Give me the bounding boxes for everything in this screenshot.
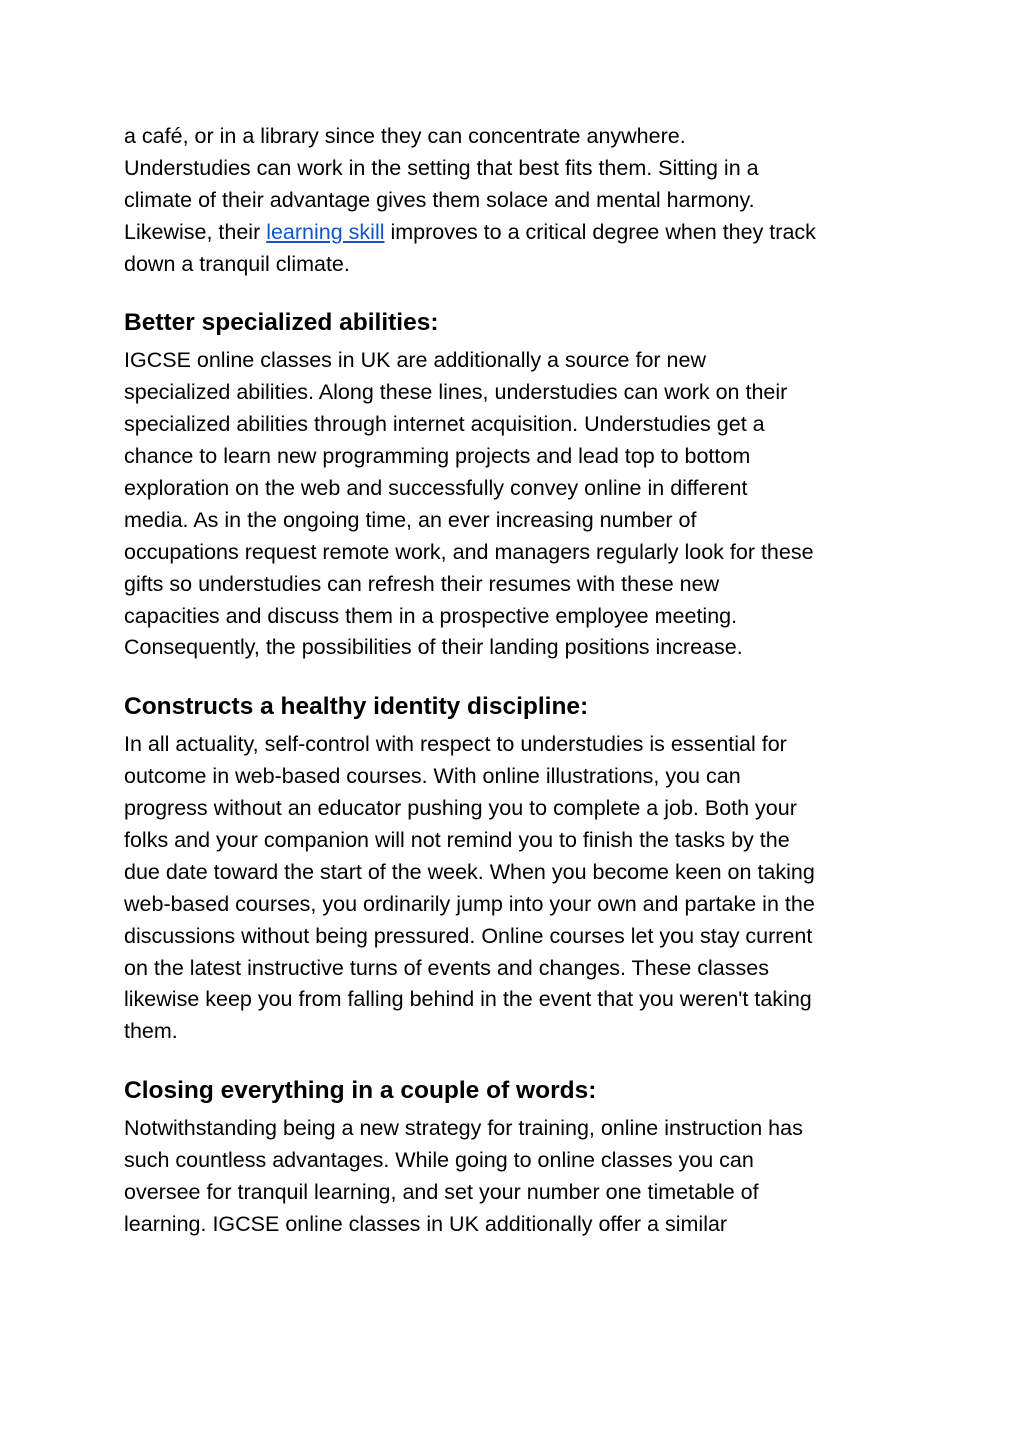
intro-paragraph xyxy=(124,121,914,280)
paragraph-line: oversee for tranquil learning, and set your number one timetable of xyxy=(124,1180,759,1205)
section-paragraph-closing xyxy=(124,1113,914,1241)
paragraph-line: down a tranquil climate. xyxy=(124,251,350,276)
paragraph-text: Likewise, their xyxy=(124,219,267,244)
paragraph-line: capacities and discuss them in a prospective employee meeting. xyxy=(124,603,738,628)
paragraph-line: outcome in web-based courses. With online illustrations, you can xyxy=(124,764,741,789)
paragraph-line: IGCSE online classes in UK are additionally a source for new xyxy=(124,348,706,373)
paragraph-line: likewise keep you from falling behind in the event that you weren't taking xyxy=(124,987,812,1012)
paragraph-line: progress without an educator pushing you to complete a job. Both your xyxy=(124,796,797,821)
section-heading-closing: Closing everything in a couple of words: xyxy=(124,1077,597,1105)
paragraph-line: occupations request remote work, and managers regularly look for these xyxy=(124,539,814,564)
document-page xyxy=(124,121,914,1241)
paragraph-line: media. As in the ongoing time, an ever increasing number of xyxy=(124,507,697,532)
paragraph-line: gifts so understudies can refresh their resumes with these new xyxy=(124,571,720,596)
paragraph-line: discussions without being pressured. Online courses let you stay current xyxy=(124,923,813,948)
paragraph-line: a café, or in a library since they can concentrate anywhere. xyxy=(124,124,686,148)
section-paragraph-identity-discipline xyxy=(124,729,914,1048)
paragraph-line: In all actuality, self-control with respect to understudies is essential for xyxy=(124,732,787,757)
paragraph-line: such countless advantages. While going to online classes you can xyxy=(124,1148,754,1173)
paragraph-text: improves to a critical degree when they track xyxy=(384,219,816,244)
paragraph-line: chance to learn new programming projects and lead top to bottom xyxy=(124,444,751,469)
paragraph-line: Consequently, the possibilities of their landing positions increase. xyxy=(124,635,743,660)
section-heading-specialized-abilities: Better specialized abilities: xyxy=(124,309,439,337)
paragraph-line: specialized abilities. Along these lines, understudies can work on their xyxy=(124,380,788,405)
section-heading-identity-discipline: Constructs a healthy identity discipline: xyxy=(124,693,589,721)
paragraph-line: folks and your companion will not remind you to finish the tasks by the xyxy=(124,828,790,853)
paragraph-line: learning. IGCSE online classes in UK additionally offer a similar xyxy=(124,1211,728,1236)
paragraph-line: Understudies can work in the setting that best fits them. Sitting in a xyxy=(124,155,759,180)
paragraph-line: them. xyxy=(124,1019,178,1044)
paragraph-line: climate of their advantage gives them solace and mental harmony. xyxy=(124,187,755,212)
paragraph-line: on the latest instructive turns of events and changes. These classes xyxy=(124,955,769,980)
paragraph-line: web-based courses, you ordinarily jump into your own and partake in the xyxy=(124,891,815,916)
paragraph-line: Notwithstanding being a new strategy for training, online instruction has xyxy=(124,1116,803,1141)
section-paragraph-specialized-abilities xyxy=(124,345,914,664)
paragraph-line xyxy=(124,217,914,249)
learning-skill-link[interactable]: learning skill xyxy=(266,219,385,244)
paragraph-line: due date toward the start of the week. When you become keen on taking xyxy=(124,859,815,884)
paragraph-line: specialized abilities through internet acquisition. Understudies get a xyxy=(124,412,765,437)
paragraph-line: exploration on the web and successfully convey online in different xyxy=(124,476,748,501)
